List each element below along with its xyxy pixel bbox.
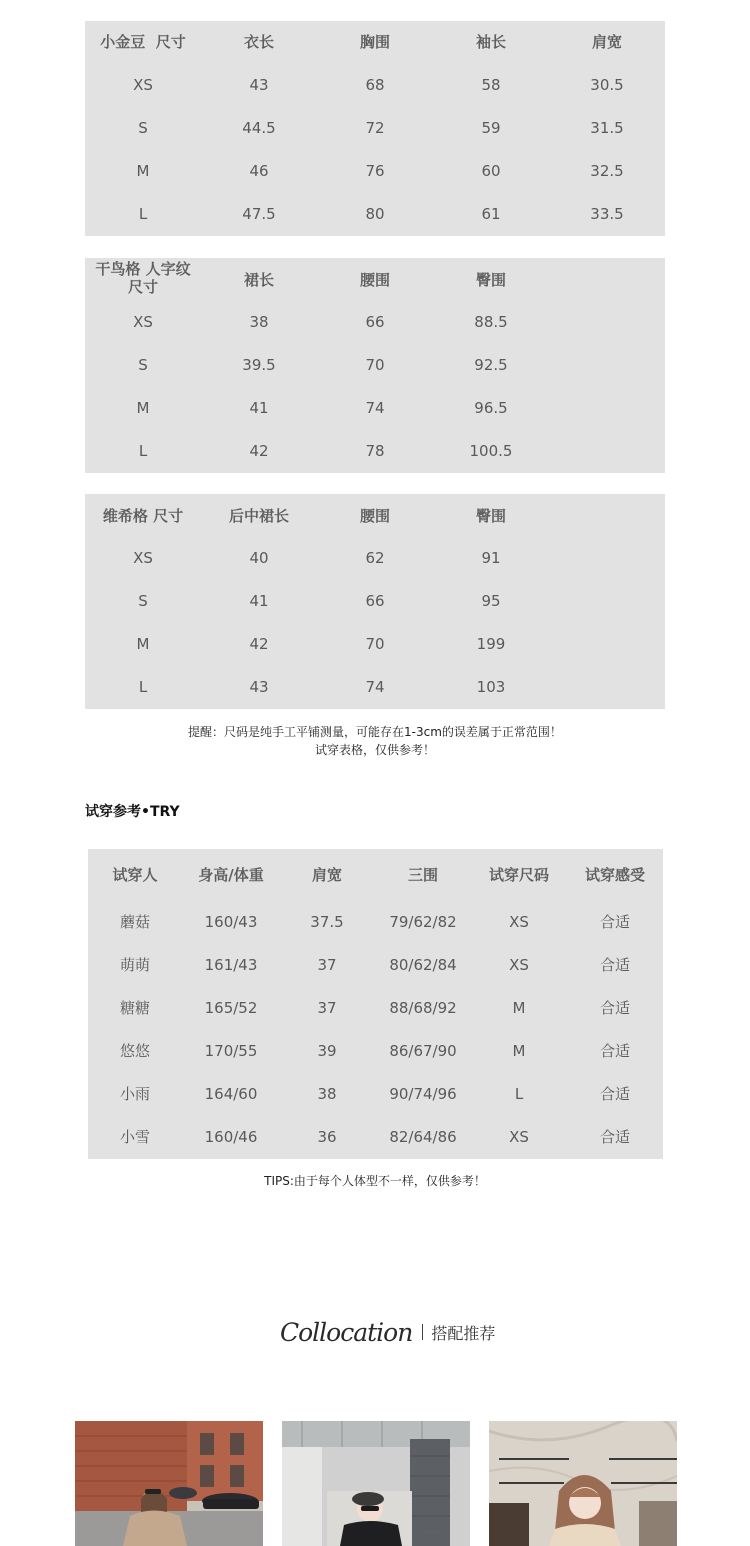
table-header-cell: 腰围 xyxy=(359,271,390,289)
table-cell: 160/46 xyxy=(204,1128,258,1146)
model-photo-cafe-interior[interactable] xyxy=(282,1421,470,1546)
table-cell: 小雨 xyxy=(119,1085,150,1103)
table-cell: 170/55 xyxy=(204,1042,258,1060)
table-cell: 88.5 xyxy=(474,313,508,331)
table-cell: 74 xyxy=(365,678,385,696)
table-header-cell: 试穿感受 xyxy=(584,866,645,884)
table-header-cell: 后中裙长 xyxy=(228,507,289,525)
table-cell: 46 xyxy=(249,162,269,180)
table-cell: 43 xyxy=(249,678,269,696)
table-header-cell: 三围 xyxy=(407,866,438,884)
table-cell: 31.5 xyxy=(590,119,624,137)
table-cell: 37 xyxy=(317,956,337,974)
table-cell: 78 xyxy=(365,442,385,460)
size-table-vichy xyxy=(85,494,665,709)
table-cell: 72 xyxy=(365,119,385,137)
table-cell: M xyxy=(512,999,526,1017)
table-cell: L xyxy=(514,1085,524,1103)
table-cell: 43 xyxy=(249,76,269,94)
table-cell: 66 xyxy=(365,313,385,331)
table-cell: 79/62/82 xyxy=(389,913,457,931)
size-note-line2: 试穿表格，仅供参考！ xyxy=(314,743,435,757)
table-cell: 糖糖 xyxy=(119,999,150,1017)
table-cell: 91 xyxy=(481,549,501,567)
table-cell: 42 xyxy=(249,635,269,653)
table-cell: XS xyxy=(133,549,153,567)
table-cell: 66 xyxy=(365,592,385,610)
table-cell: 58 xyxy=(481,76,501,94)
table-cell: 蘑菇 xyxy=(119,913,150,931)
table-header-cell: 腰围 xyxy=(359,507,390,525)
table-cell: M xyxy=(136,635,150,653)
table-cell: 合适 xyxy=(599,913,630,931)
table-header-cell: 臀围 xyxy=(475,271,506,289)
table-header-cell: 维希格 尺寸 xyxy=(102,507,184,525)
size-table-houndstooth xyxy=(85,258,665,473)
tips-note: TIPS:由于每个人体型不一样，仅供参考！ xyxy=(264,1174,486,1188)
table-cell: 80 xyxy=(365,205,385,223)
table-cell: S xyxy=(138,592,148,610)
table-cell: 47.5 xyxy=(242,205,276,223)
table-header-cell: 臀围 xyxy=(475,507,506,525)
table-cell: 合适 xyxy=(599,1085,630,1103)
table-cell: L xyxy=(138,678,148,696)
table-cell: 70 xyxy=(365,356,385,374)
svg-text:· · · · · ·: · · · · · · xyxy=(425,1529,439,1534)
table-cell: 59 xyxy=(481,119,501,137)
table-header-cell: 裙长 xyxy=(243,271,274,289)
table-cell: 164/60 xyxy=(204,1085,258,1103)
table-cell: 161/43 xyxy=(204,956,258,974)
table-header-cell: 身高/体重 xyxy=(198,866,264,884)
table-cell: XS xyxy=(133,76,153,94)
table-header-cell: 小金豆 尺寸 xyxy=(100,33,186,51)
table-cell: 33.5 xyxy=(590,205,624,223)
table-cell: 36 xyxy=(317,1128,337,1146)
table-header-cell: 衣长 xyxy=(243,33,274,51)
divider xyxy=(422,1324,423,1340)
table-cell: L xyxy=(138,442,148,460)
table-cell: 68 xyxy=(365,76,385,94)
table-header-cell: 胸围 xyxy=(359,33,390,51)
table-cell: 37.5 xyxy=(310,913,344,931)
table-cell: 合适 xyxy=(599,999,630,1017)
table-cell: XS xyxy=(509,956,529,974)
table-cell: 39 xyxy=(317,1042,337,1060)
table-cell: 37 xyxy=(317,999,337,1017)
table-cell: 86/67/90 xyxy=(389,1042,457,1060)
size-note-line1: 提醒：尺码是纯手工平铺测量，可能存在1-3cm的误差属于正常范围！ xyxy=(188,725,562,739)
table-cell: 小雪 xyxy=(119,1128,150,1146)
model-photo-marble-shop[interactable] xyxy=(489,1421,677,1546)
table-cell: 96.5 xyxy=(474,399,508,417)
try-section-title: 试穿参考•TRY xyxy=(85,804,180,820)
table-cell: 60 xyxy=(481,162,501,180)
table-cell: 82/64/86 xyxy=(389,1128,457,1146)
collocation-title: 搭配推荐 xyxy=(431,1323,496,1343)
collocation-script: Collocation xyxy=(280,1317,413,1347)
table-cell: S xyxy=(138,356,148,374)
collocation-heading xyxy=(280,1312,495,1352)
table-cell: 39.5 xyxy=(242,356,276,374)
table-cell: 萌萌 xyxy=(119,956,150,974)
table-cell: 38 xyxy=(249,313,269,331)
table-cell: L xyxy=(138,205,148,223)
table-cell: 199 xyxy=(476,635,506,653)
table-cell: M xyxy=(512,1042,526,1060)
table-header-cell: 肩宽 xyxy=(311,866,342,884)
table-header-cell: 肩宽 xyxy=(591,33,622,51)
table-cell: 92.5 xyxy=(474,356,508,374)
table-header-cell: 袖长 xyxy=(475,33,506,51)
table-cell: 95 xyxy=(481,592,501,610)
table-cell: 70 xyxy=(365,635,385,653)
table-cell: 61 xyxy=(481,205,501,223)
table-header-cell: 试穿尺码 xyxy=(488,866,549,884)
table-cell: 合适 xyxy=(599,956,630,974)
table-cell: 103 xyxy=(476,678,506,696)
table-cell: 38 xyxy=(317,1085,337,1103)
table-cell: M xyxy=(136,162,150,180)
table-cell: 100.5 xyxy=(469,442,513,460)
table-header-cell: 干鸟格 人字纹 尺寸 xyxy=(95,260,191,296)
model-photo-street-brick[interactable] xyxy=(75,1421,263,1546)
table-cell: 30.5 xyxy=(590,76,624,94)
table-cell: 41 xyxy=(249,592,269,610)
table-cell: S xyxy=(138,119,148,137)
table-cell: 42 xyxy=(249,442,269,460)
table-cell: M xyxy=(136,399,150,417)
table-cell: 165/52 xyxy=(204,999,258,1017)
table-cell: XS xyxy=(509,1128,529,1146)
table-cell: 悠悠 xyxy=(119,1042,150,1060)
table-header-cell: 试穿人 xyxy=(112,866,158,884)
table-cell: 90/74/96 xyxy=(389,1085,457,1103)
try-on-table xyxy=(88,849,663,1159)
table-cell: 41 xyxy=(249,399,269,417)
table-cell: 44.5 xyxy=(242,119,276,137)
table-cell: 合适 xyxy=(599,1128,630,1146)
table-cell: 76 xyxy=(365,162,385,180)
table-cell: 合适 xyxy=(599,1042,630,1060)
table-cell: XS xyxy=(509,913,529,931)
table-cell: 32.5 xyxy=(590,162,624,180)
table-cell: 74 xyxy=(365,399,385,417)
size-table-xiaojindou xyxy=(85,21,665,236)
table-cell: 88/68/92 xyxy=(389,999,457,1017)
table-cell: 40 xyxy=(249,549,269,567)
table-cell: 80/62/84 xyxy=(389,956,457,974)
table-cell: XS xyxy=(133,313,153,331)
table-cell: 62 xyxy=(365,549,385,567)
table-cell: 160/43 xyxy=(204,913,258,931)
